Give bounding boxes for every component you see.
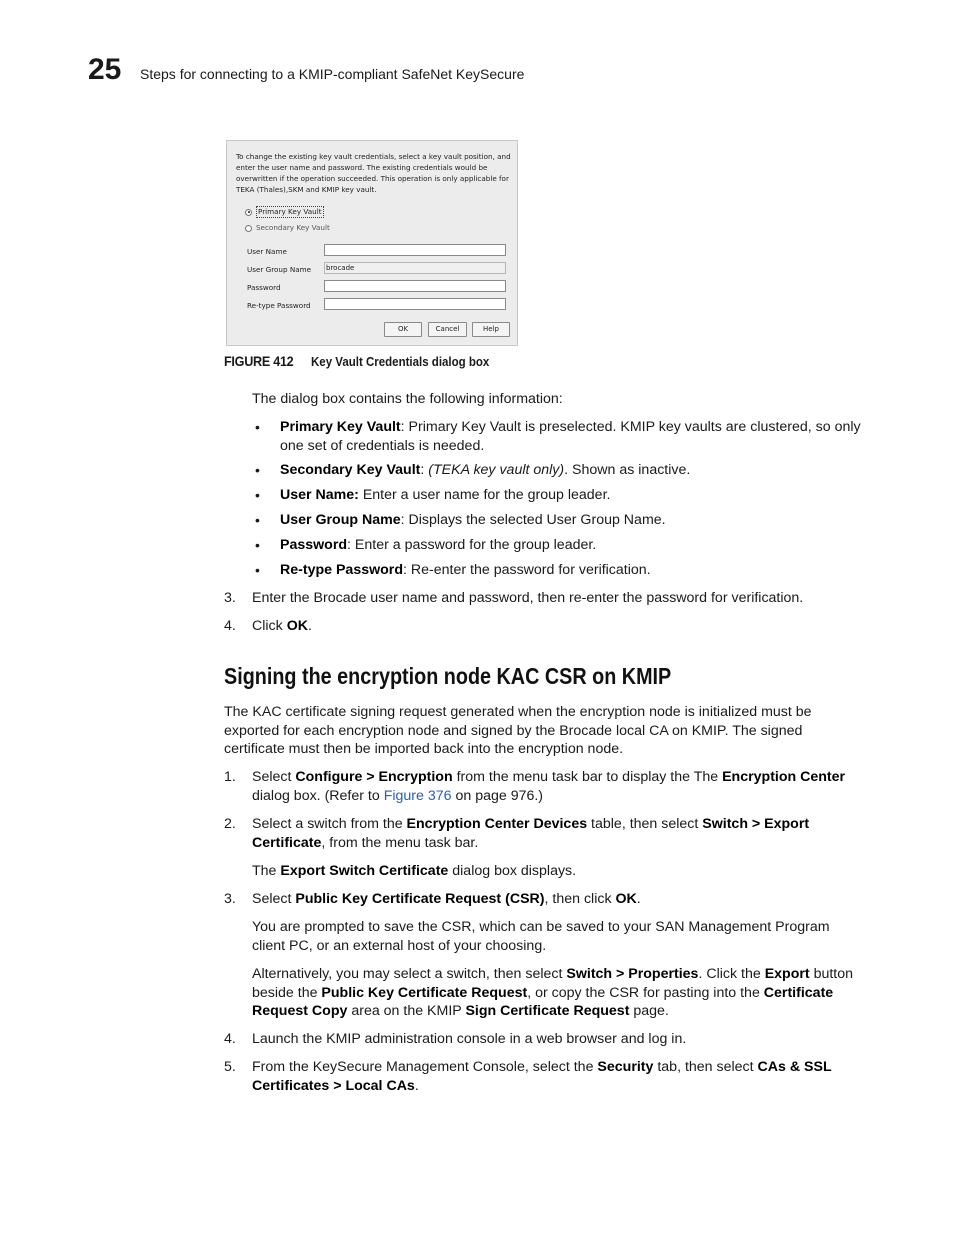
step-number: 2.	[224, 816, 236, 832]
step-plain: Click	[252, 618, 287, 634]
bullet-term: Secondary Key Vault	[280, 462, 421, 478]
bullet-desc: . Shown as inactive.	[564, 462, 691, 478]
bullet-icon: •	[255, 537, 260, 553]
primary-key-vault-radio[interactable]	[245, 206, 324, 218]
step-term: Encryption Center Devices	[406, 816, 588, 832]
bullet-icon: •	[255, 512, 260, 528]
step-note: You are prompted to save the CSR, which can be saved to your SAN Management Program client PC, or an external host of your choosing.	[252, 919, 830, 954]
bullet-sep: :	[400, 419, 409, 435]
secondary-key-vault-radio[interactable]	[245, 223, 330, 233]
step-text	[252, 890, 872, 909]
section-heading: Signing the encryption node KAC CSR on KMIP	[224, 663, 672, 689]
step-term: Switch > Export Certificate	[252, 816, 810, 851]
step-number: 4.	[224, 618, 236, 634]
running-title: Steps for connecting to a KMIP-compliant SafeNet KeySecure	[140, 66, 525, 82]
step-text	[252, 815, 827, 852]
bullet-icon: •	[255, 487, 260, 503]
step-term: Sign Certificate Request	[465, 1003, 630, 1019]
step-plain: button beside the	[252, 966, 854, 1001]
step-plain: table, then select	[587, 816, 703, 832]
bullet-term: Re-type Password	[280, 562, 403, 578]
step-plain: on page 976.)	[451, 787, 544, 804]
step-text: Launch the KMIP administration console in a web browser and log in.	[252, 1031, 687, 1047]
user-group-name-label: User Group Name	[247, 265, 312, 274]
bullet-user-name	[280, 486, 870, 505]
step-note	[252, 862, 872, 881]
bullet-secondary-key-vault	[280, 461, 870, 480]
step-term: Encryption Center	[722, 769, 846, 785]
radio-selected-icon	[245, 209, 252, 216]
bullet-retype-password	[280, 561, 870, 580]
step-plain: .	[414, 1077, 419, 1094]
step-plain: Select	[252, 891, 296, 907]
step-plain: .	[636, 891, 641, 907]
figure-caption	[224, 352, 505, 371]
step-term: Public Key Certificate Request (CSR)	[295, 891, 545, 907]
retype-password-input[interactable]	[324, 298, 506, 310]
bullet-term: Primary Key Vault	[280, 419, 401, 435]
step-plain: Select a switch from the	[252, 816, 407, 832]
step-plain: dialog box displays.	[448, 863, 577, 879]
step-note	[252, 965, 872, 1021]
step-plain: . Click the	[698, 966, 765, 982]
step-text	[252, 768, 857, 805]
bullet-desc: Enter a password for the group leader.	[354, 537, 597, 553]
step-number: 5.	[224, 1059, 236, 1075]
step-term: CAs & SSL Certificates > Local CAs	[252, 1059, 832, 1094]
bullet-sep: :	[420, 462, 429, 478]
dialog-intro-text: To change the existing key vault credentials, select a key vault position, and enter the user name and password. The existing credentials would be overwritten if the operation succeeded. This operation is only applicable for TEKA (Thales),SKM and KMIP key vault.	[236, 152, 511, 194]
step-plain: , then click	[544, 891, 616, 907]
step-term: Public Key Certificate Request	[321, 984, 528, 1001]
section-intro: The KAC certificate signing request generated when the encryption node is initialized must be exported for each encryption node and signed by the Brocade local CA on KMIP. The signed certificate must then be imported back into the encryption node.	[224, 704, 812, 757]
bullet-term: User Group Name	[280, 512, 401, 528]
chapter-number: 25	[88, 53, 122, 86]
bullet-primary-key-vault	[280, 418, 870, 455]
step-plain: From the KeySecure Management Console, select the	[252, 1059, 598, 1075]
bullet-term: Password	[280, 537, 348, 553]
step-plain: , or copy the CSR for pasting into the	[527, 984, 764, 1001]
secondary-key-vault-label: Secondary Key Vault	[256, 223, 330, 232]
radio-unselected-icon	[245, 225, 252, 232]
figure-376-link[interactable]: Figure 376	[383, 787, 452, 804]
dialog-description-intro: The dialog box contains the following information:	[252, 391, 563, 407]
step-plain: page.	[629, 1003, 669, 1019]
step-term: Certificate Request Copy	[252, 984, 834, 1019]
step-term: Configure > Encryption	[295, 769, 453, 785]
step-plain: .	[307, 618, 312, 634]
password-label: Password	[247, 283, 281, 292]
bullet-desc: Primary Key Vault is preselected. KMIP key vaults are clustered, so only one set of credentials is needed.	[280, 419, 861, 454]
step-number: 4.	[224, 1031, 236, 1047]
ok-button[interactable]: OK	[384, 322, 422, 337]
step-number: 3.	[224, 891, 236, 907]
step-term: Export	[764, 966, 810, 982]
key-vault-credentials-dialog	[226, 140, 518, 346]
user-name-input[interactable]	[324, 244, 506, 256]
step-plain: , from the menu task bar.	[321, 834, 479, 851]
bullet-sep: :	[400, 512, 409, 528]
bullet-sep: :	[347, 537, 355, 553]
step-plain: The	[252, 863, 281, 879]
step-text: Enter the Brocade user name and password, then re-enter the password for verification.	[252, 590, 804, 606]
bullet-password	[280, 536, 870, 555]
retype-password-label: Re-type Password	[247, 301, 311, 310]
step-plain: from the menu task bar to display the The	[452, 769, 723, 785]
bullet-em: (TEKA key vault only)	[428, 462, 565, 478]
step-number: 1.	[224, 769, 236, 785]
primary-key-vault-label: Primary Key Vault	[258, 207, 322, 216]
step-plain: Alternatively, you may select a switch, then select	[252, 966, 567, 982]
bullet-sep: :	[403, 562, 411, 578]
step-plain: area on the KMIP	[347, 1003, 466, 1019]
user-name-label: User Name	[247, 247, 287, 256]
step-term: Switch > Properties	[566, 966, 699, 982]
bullet-icon: •	[255, 462, 260, 478]
step-term: Export Switch Certificate	[280, 863, 449, 879]
step-plain: tab, then select	[653, 1059, 758, 1075]
bullet-desc: Displays the selected User Group Name.	[408, 512, 666, 528]
step-plain: Select	[252, 769, 296, 785]
step-term: Security	[597, 1059, 654, 1075]
step-term: OK	[615, 891, 637, 907]
bullet-desc: Re-enter the password for verification.	[410, 562, 651, 578]
bullet-icon: •	[255, 562, 260, 578]
figure-title: Key Vault Credentials dialog box	[311, 355, 490, 369]
step-plain: dialog box. (Refer to	[252, 787, 384, 804]
password-input[interactable]	[324, 280, 506, 292]
figure-label: FIGURE 412	[224, 353, 294, 369]
user-group-name-field: brocade	[324, 262, 506, 274]
bullet-desc: Enter a user name for the group leader.	[362, 487, 611, 503]
step-term: OK	[286, 618, 308, 634]
help-button[interactable]: Help	[472, 322, 510, 337]
step-text	[252, 1058, 852, 1095]
cancel-button[interactable]: Cancel	[428, 322, 467, 337]
step-text	[252, 617, 872, 636]
bullet-term: User Name:	[280, 487, 359, 503]
step-number: 3.	[224, 590, 236, 606]
bullet-icon: •	[255, 419, 260, 435]
bullet-user-group-name	[280, 511, 870, 530]
